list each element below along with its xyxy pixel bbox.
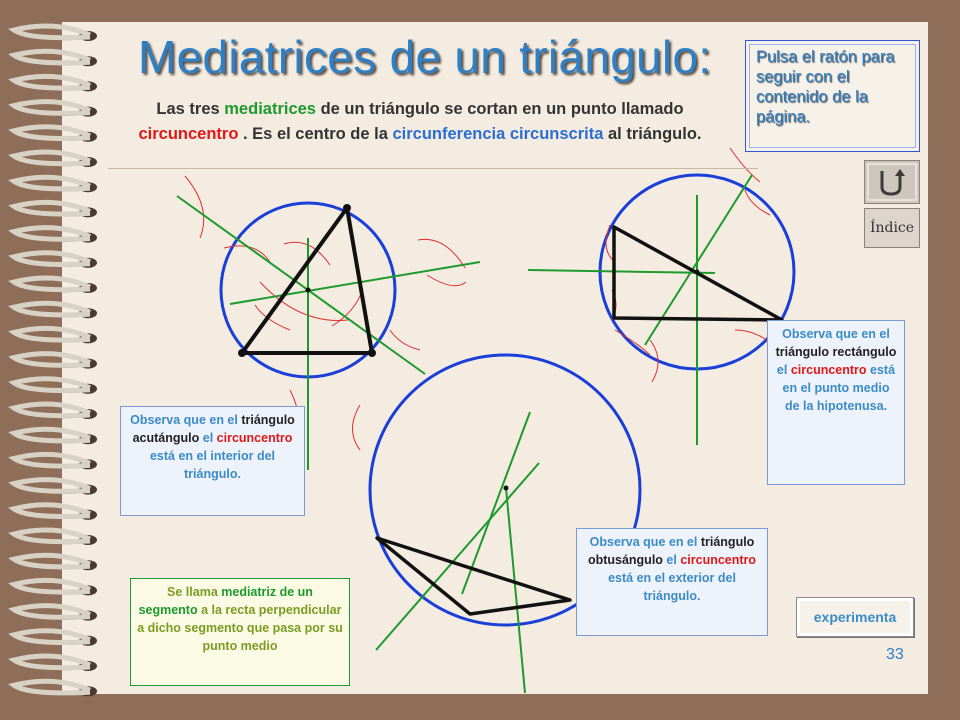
term-mediatrices: mediatrices bbox=[224, 100, 316, 118]
acute-circumcenter bbox=[306, 288, 311, 293]
help-box[interactable]: Pulsa el ratón para seguir con el contenido de la página. bbox=[745, 40, 920, 152]
obtuse-perpendicular-bisectors bbox=[376, 412, 539, 693]
note-text: el bbox=[202, 431, 217, 445]
intro-part: Las tres bbox=[156, 100, 225, 118]
page-number: 33 bbox=[886, 646, 904, 663]
right-perpendicular-bisectors bbox=[528, 175, 752, 445]
note-definition bbox=[130, 578, 350, 686]
note-term: triángulo obtusángulo bbox=[587, 535, 755, 567]
note-text: a la recta perpendicular a dicho segmento que pasa por su punto medio bbox=[137, 603, 343, 653]
note-text: Observa que en el bbox=[782, 327, 890, 341]
note-term-red: circuncentro bbox=[216, 431, 293, 445]
note-term: triángulo rectángulo bbox=[775, 345, 897, 359]
intro-part: al triángulo. bbox=[603, 125, 702, 143]
intro-part: . Es el centro de la bbox=[238, 125, 393, 143]
note-text: Observa que en el bbox=[589, 535, 701, 549]
index-button[interactable]: Índice bbox=[864, 208, 920, 248]
note-term-green: mediatriz de un segmento bbox=[138, 585, 313, 617]
note-text: está en el interior del triángulo. bbox=[149, 449, 276, 481]
divider bbox=[108, 168, 758, 169]
note-text: está en el punto medio de la hipotenusa. bbox=[782, 363, 896, 413]
note-obtuse-triangle bbox=[576, 528, 768, 636]
intro-part: de un triángulo se cortan en un punto llamado bbox=[315, 100, 684, 118]
note-right-triangle bbox=[767, 320, 905, 485]
note-acute-triangle bbox=[120, 406, 305, 516]
note-text: está en el exterior del triángulo. bbox=[608, 571, 736, 603]
obtuse-circumcenter bbox=[504, 486, 509, 491]
right-circumcenter bbox=[695, 270, 700, 275]
term-circuncentro: circuncentro bbox=[138, 125, 239, 143]
right-triangle-construction bbox=[528, 148, 796, 445]
page-title: Mediatrices de un triángulo: bbox=[138, 31, 712, 83]
note-text: el bbox=[776, 363, 791, 377]
note-term-red: circuncentro bbox=[790, 363, 867, 377]
obtuse-triangle bbox=[377, 538, 570, 614]
note-text: el bbox=[666, 553, 681, 567]
note-term: triángulo acutángulo bbox=[132, 413, 295, 445]
experiment-button[interactable]: experimenta bbox=[796, 597, 914, 637]
note-text: Se llama bbox=[167, 585, 222, 599]
term-circunferencia-circunscrita: circunferencia circunscrita bbox=[392, 125, 604, 143]
intro-text bbox=[110, 97, 730, 147]
note-text: Observa que en el bbox=[130, 413, 242, 427]
obtuse-triangle-construction bbox=[370, 355, 640, 693]
note-term-red: circuncentro bbox=[680, 553, 757, 567]
u-turn-arrow-icon bbox=[865, 161, 919, 203]
back-button[interactable] bbox=[864, 160, 920, 204]
